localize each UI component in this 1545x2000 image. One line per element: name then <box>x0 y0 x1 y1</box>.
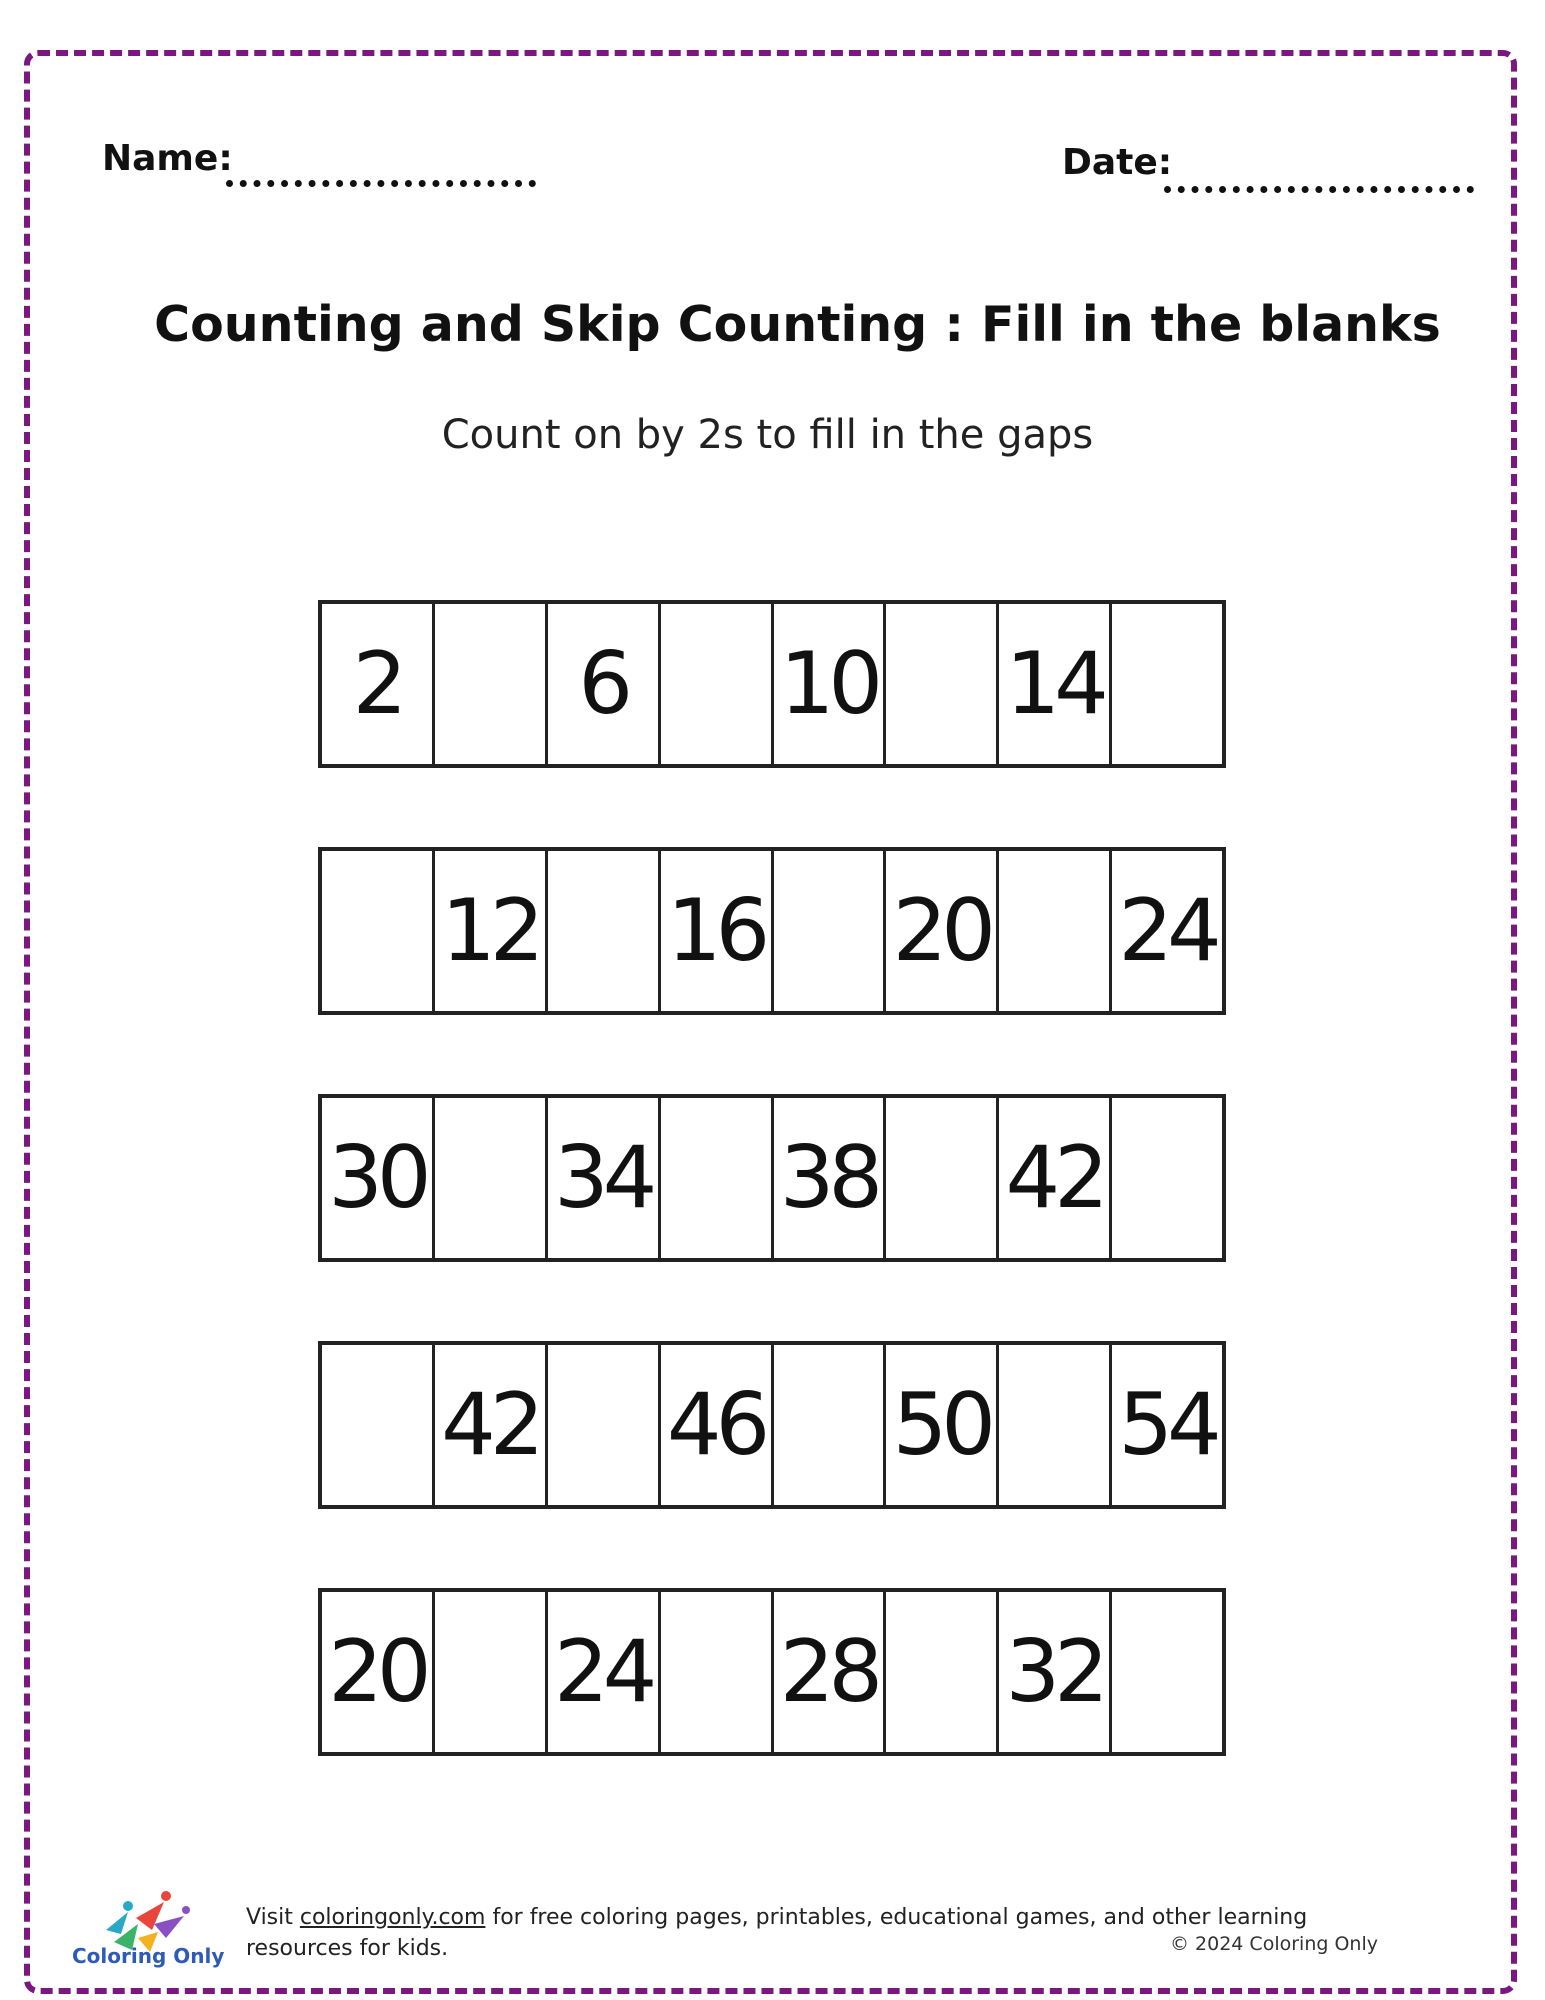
number-cell[interactable] <box>1112 1592 1222 1752</box>
number-cell[interactable] <box>661 1592 774 1752</box>
number-cell[interactable]: 42 <box>999 1098 1112 1258</box>
number-cell[interactable] <box>1112 1098 1222 1258</box>
number-cell[interactable] <box>661 1098 774 1258</box>
number-cell[interactable]: 28 <box>774 1592 887 1752</box>
number-cell[interactable]: 34 <box>548 1098 661 1258</box>
name-label: Name: <box>102 138 233 179</box>
number-cell[interactable] <box>435 1592 548 1752</box>
number-cell[interactable] <box>435 1098 548 1258</box>
footer-visit-prefix: Visit <box>246 1905 300 1930</box>
worksheet-instructions: Count on by 2s to fill in the gaps <box>441 412 1094 458</box>
number-cell[interactable]: 2 <box>322 604 435 764</box>
date-label: Date: <box>1062 142 1173 183</box>
number-cell[interactable]: 30 <box>322 1098 435 1258</box>
number-cell[interactable] <box>548 1345 661 1505</box>
date-field[interactable] <box>1164 186 1474 193</box>
worksheet-title: Counting and Skip Counting : Fill in the blanks <box>154 296 1441 353</box>
number-cell[interactable] <box>774 1345 887 1505</box>
logo-text: Coloring Only <box>72 1944 225 1968</box>
number-cell[interactable] <box>1112 604 1222 764</box>
number-cell[interactable] <box>999 1345 1112 1505</box>
number-grid <box>318 600 1228 1835</box>
number-cell[interactable]: 24 <box>1118 881 1216 981</box>
number-cell[interactable]: 12 <box>435 851 548 1011</box>
number-cell[interactable]: 24 <box>548 1592 661 1752</box>
coloringonly-link[interactable]: coloringonly.com <box>299 1905 486 1930</box>
number-row <box>318 600 1226 768</box>
copyright-text: © 2024 Coloring Only <box>1170 1933 1378 1955</box>
number-cell[interactable]: 42 <box>435 1345 548 1505</box>
number-row <box>318 1094 1226 1262</box>
number-cell[interactable]: 20 <box>886 851 999 1011</box>
number-row <box>318 1341 1226 1509</box>
number-cell[interactable] <box>999 851 1112 1011</box>
number-cell[interactable] <box>774 851 887 1011</box>
number-cell[interactable]: 16 <box>661 851 774 1011</box>
number-cell[interactable] <box>661 604 774 764</box>
number-cell[interactable] <box>886 604 999 764</box>
number-cell[interactable]: 54 <box>1118 1375 1216 1475</box>
number-cell[interactable]: 50 <box>886 1345 999 1505</box>
footer-visit-suffix: for free coloring pages, printables, educational games, and other learning resources for kids. <box>246 1905 1308 1961</box>
number-cell[interactable] <box>886 1592 999 1752</box>
number-cell[interactable] <box>322 851 435 1011</box>
number-cell[interactable]: 14 <box>999 604 1112 764</box>
number-row <box>318 847 1226 1015</box>
number-cell[interactable]: 10 <box>774 604 887 764</box>
number-cell[interactable]: 38 <box>774 1098 887 1258</box>
number-cell[interactable] <box>548 851 661 1011</box>
name-field[interactable] <box>226 180 536 187</box>
number-cell[interactable]: 20 <box>322 1592 435 1752</box>
number-cell[interactable] <box>322 1345 435 1505</box>
number-cell[interactable] <box>886 1098 999 1258</box>
number-row <box>318 1588 1226 1756</box>
number-cell[interactable]: 32 <box>999 1592 1112 1752</box>
number-cell[interactable]: 46 <box>661 1345 774 1505</box>
number-cell[interactable]: 6 <box>548 604 661 764</box>
number-cell[interactable] <box>435 604 548 764</box>
